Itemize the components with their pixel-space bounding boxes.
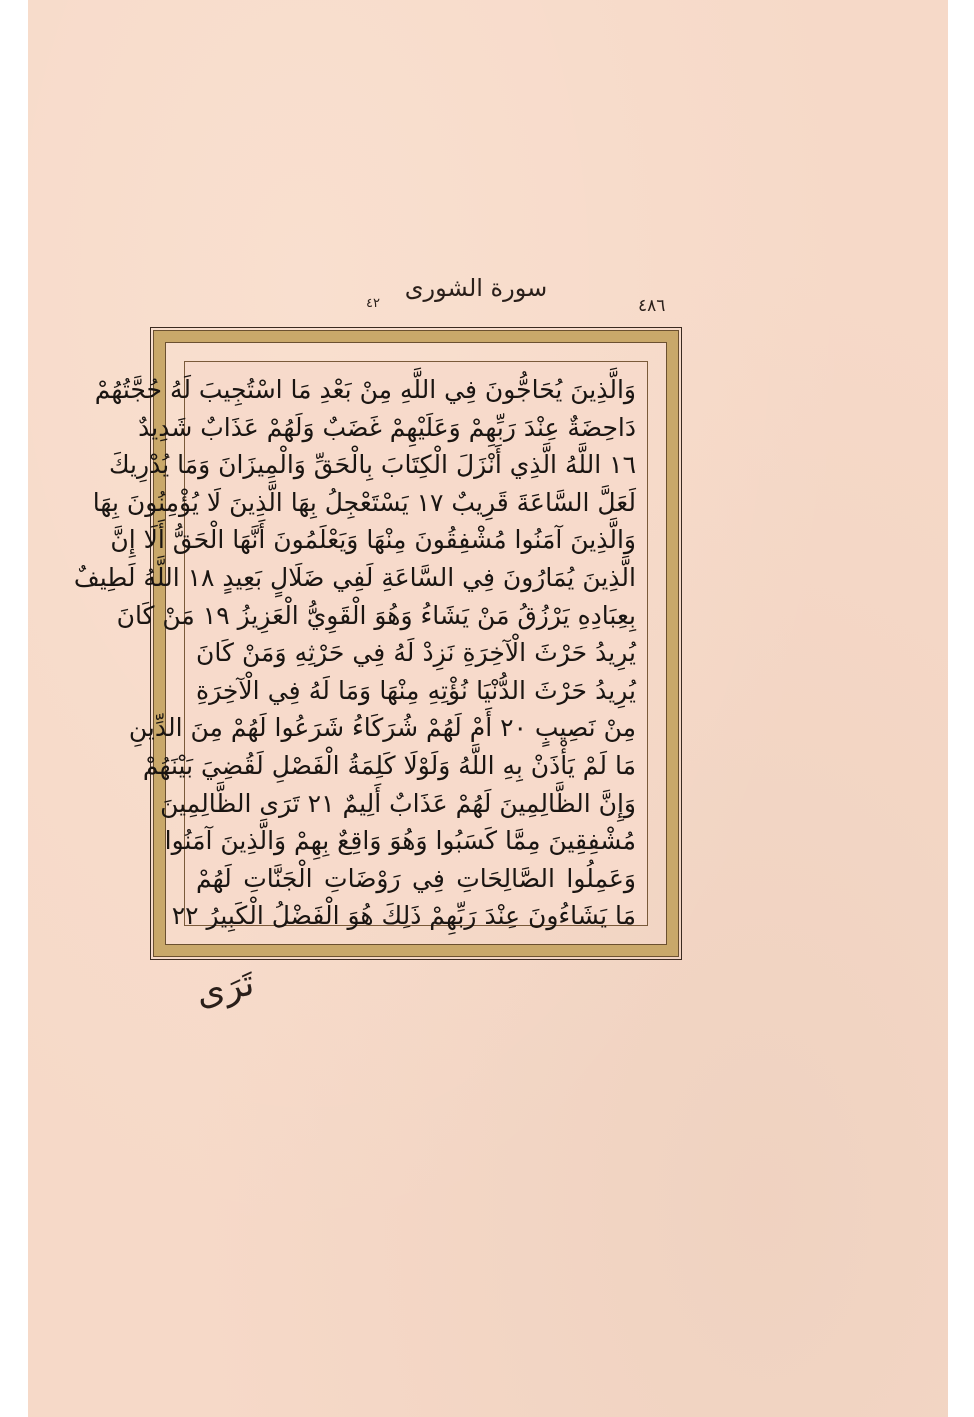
text-line-12: وَإِنَّ الظَّالِمِينَ لَهُمْ عَذَابٌ أَلِيمٌ ٢١ تَرَى الظَّالِمِينَ [160, 788, 636, 818]
text-line-10: مِنْ نَصِيبٍ ٢٠ أَمْ لَهُمْ شُرَكَاءُ شَرَعُوا لَهُمْ مِنَ الدِّينِ [128, 713, 636, 743]
catchword: تَرَى [192, 962, 258, 1015]
text-line-11: مَا لَمْ يَأْذَنْ بِهِ اللَّهُ وَلَوْلَا كَلِمَةُ الْفَصْلِ لَقُضِيَ بَيْنَهُمْ [142, 750, 636, 780]
text-line-9: يُرِيدُ حَرْثَ الدُّنْيَا نُؤْتِهِ مِنْهَا وَمَا لَهُ فِي الْآخِرَةِ [196, 675, 636, 705]
text-line-7: بِعِبَادِهِ يَرْزُقُ مَنْ يَشَاءُ وَهُوَ الْقَوِيُّ الْعَزِيزُ ١٩ مَنْ كَانَ [116, 600, 636, 630]
text-line-6: الَّذِينَ يُمَارُونَ فِي السَّاعَةِ لَفِي ضَلَالٍ بَعِيدٍ ١٨ اللَّهُ لَطِيفٌ [73, 562, 636, 592]
text-line-8: يُرِيدُ حَرْثَ الْآخِرَةِ نَزِدْ لَهُ فِي حَرْثِهِ وَمَنْ كَانَ [196, 638, 636, 668]
surah-number: ٤٢ [366, 296, 380, 311]
page-number: ٤٨٦ [638, 296, 666, 316]
text-line-15: مَا يَشَاءُونَ عِنْدَ رَبِّهِمْ ذَلِكَ هُوَ الْفَضْلُ الْكَبِيرُ ٢٢ [171, 901, 636, 931]
surah-title: سورة الشورى [404, 274, 548, 302]
text-line-4: لَعَلَّ السَّاعَةَ قَرِيبٌ ١٧ يَسْتَعْجِلُ بِهَا الَّذِينَ لَا يُؤْمِنُونَ بِهَا [92, 487, 636, 517]
text-line-2: دَاحِضَةٌ عِنْدَ رَبِّهِمْ وَعَلَيْهِمْ غَضَبٌ وَلَهُمْ عَذَابٌ شَدِيدٌ [138, 412, 636, 442]
illuminated-frame [73, 327, 682, 960]
text-line-13: مُشْفِقِينَ مِمَّا كَسَبُوا وَهُوَ وَاقِعٌ بِهِمْ وَالَّذِينَ آمَنُوا [164, 826, 636, 856]
text-line-5: وَالَّذِينَ آمَنُوا مُشْفِقُونَ مِنْهَا وَيَعْلَمُونَ أَنَّهَا الْحَقُّ أَلَا إِنَّ [110, 525, 636, 555]
text-line-1: وَالَّذِينَ يُحَاجُّونَ فِي اللَّهِ مِنْ بَعْدِ مَا اسْتُجِيبَ لَهُ حُجَّتُهُمْ [94, 375, 636, 404]
text-block [73, 361, 648, 931]
text-line-3: ١٦ اللَّهُ الَّذِي أَنْزَلَ الْكِتَابَ بِالْحَقِّ وَالْمِيزَانَ وَمَا يُدْرِيكَ [108, 450, 636, 480]
text-line-14: وَعَمِلُوا الصَّالِحَاتِ فِي رَوْضَاتِ الْجَنَّاتِ لَهُمْ [196, 863, 636, 893]
page-header [178, 270, 708, 330]
manuscript-page [28, 0, 948, 1417]
